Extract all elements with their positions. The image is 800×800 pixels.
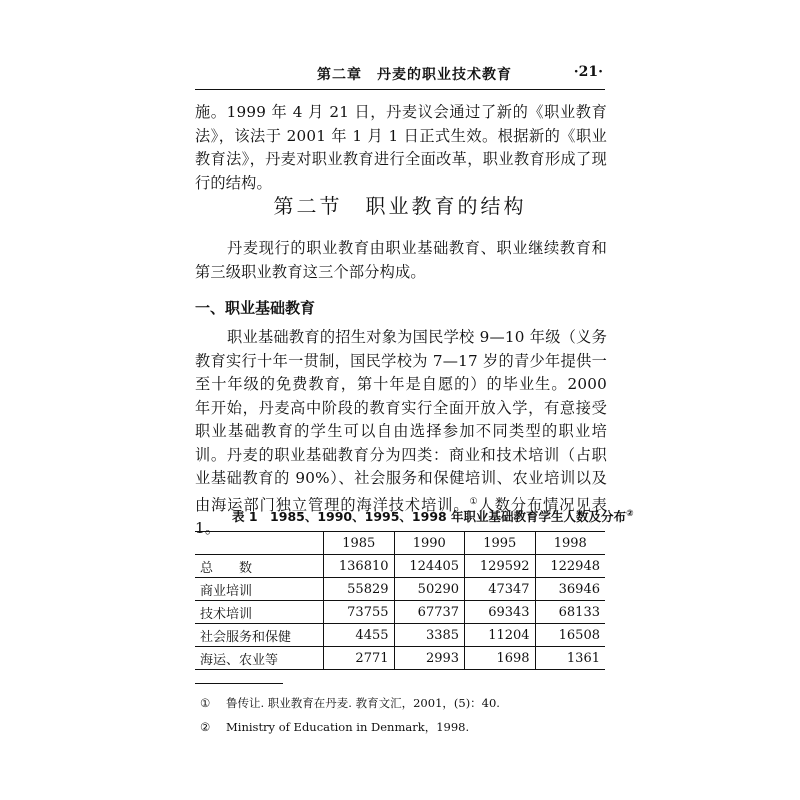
table-row — [195, 647, 605, 670]
footnote-text: Ministry of Education in Denmark，1998. — [226, 720, 470, 734]
table-row — [195, 578, 605, 601]
row-label: 总 数 — [195, 555, 324, 578]
footnote-ref-2: ② — [626, 508, 634, 519]
table-cell: 1698 — [465, 647, 536, 670]
table-cell: 50290 — [394, 578, 465, 601]
footnote-rule — [195, 683, 283, 684]
table-cell: 55829 — [324, 578, 395, 601]
table-header-cell: 1990 — [394, 532, 465, 555]
table-cell: 124405 — [394, 555, 465, 578]
data-table — [195, 531, 605, 670]
footnote-2 — [200, 719, 469, 735]
table-caption — [232, 507, 634, 525]
table-header-cell: 1995 — [465, 532, 536, 555]
paragraph-3-text: 职业基础教育的招生对象为国民学校 9—10 年级（义务教育实行十年一贯制，国民学校为 7—17 岁的青少年提供一至十年级的免费教育，第十年是自愿的）的毕业生。2000 年开始，丹麦高中阶段的教育实行全面开放入学，有意接受职业基础教育的学生可以自由选择参加不同类型的职业培训。丹麦的职业基础教育分为四类：商业和技术培训（占职业基础教育的 90%）、社会服务和保健培训、农业培训以及由海运部门独立管理的海洋技术培训。 — [195, 328, 607, 514]
table-cell: 2993 — [394, 647, 465, 670]
header-rule — [195, 89, 605, 90]
table-cell: 122948 — [535, 555, 605, 578]
table-cell: 129592 — [465, 555, 536, 578]
table-header-row — [195, 532, 605, 555]
table-header-cell: 1985 — [324, 532, 395, 555]
table-cell: 3385 — [394, 624, 465, 647]
page-number: ·21· — [573, 64, 603, 80]
table-cell: 47347 — [465, 578, 536, 601]
table-row — [195, 601, 605, 624]
running-header — [195, 64, 605, 86]
section-title: 第二节 职业教育的结构 — [273, 194, 527, 218]
table-cell: 69343 — [465, 601, 536, 624]
table-cell: 136810 — [324, 555, 395, 578]
table-header-cell: 1998 — [535, 532, 605, 555]
table-cell: 2771 — [324, 647, 395, 670]
table-cell: 4455 — [324, 624, 395, 647]
table-cell: 67737 — [394, 601, 465, 624]
table-cell: 11204 — [465, 624, 536, 647]
footnote-marker: ② — [200, 720, 211, 734]
paragraph-1: 施。1999 年 4 月 21 日，丹麦议会通过了新的《职业教育法》，该法于 2001 年 1 月 1 日正式生效。根据新的《职业教育法》，丹麦对职业教育进行全面改革，职业教育形成了现行的结构。 — [195, 103, 607, 192]
chapter-title: 第二章 丹麦的职业技术教育 — [317, 67, 512, 83]
subheading: 一、职业基础教育 — [195, 299, 316, 317]
table-row — [195, 624, 605, 647]
footnote-marker: ① — [200, 696, 211, 710]
table-cell: 16508 — [535, 624, 605, 647]
footnote-1 — [200, 695, 500, 711]
table-cell: 1361 — [535, 647, 605, 670]
paragraph-3-tail: 人数分布情况见表 1。 — [195, 495, 607, 538]
table-row — [195, 555, 605, 578]
table-cell: 73755 — [324, 601, 395, 624]
table-cell: 36946 — [535, 578, 605, 601]
row-label: 技术培训 — [195, 601, 324, 624]
table-header-cell — [195, 532, 324, 555]
row-label: 社会服务和保健 — [195, 624, 324, 647]
table-cell: 68133 — [535, 601, 605, 624]
footnote-ref-1: ① — [469, 496, 479, 507]
table-caption-text: 表 1 1985、1990、1995、1998 年职业基础教育学生人数及分布 — [232, 509, 627, 524]
paragraph-2: 丹麦现行的职业教育由职业基础教育、职业继续教育和第三级职业教育这三个部分构成。 — [195, 239, 607, 281]
row-label: 商业培训 — [195, 578, 324, 601]
row-label: 海运、农业等 — [195, 647, 324, 670]
footnote-text: 鲁传让. 职业教育在丹麦. 教育文汇，2001，(5)：40. — [226, 696, 500, 710]
